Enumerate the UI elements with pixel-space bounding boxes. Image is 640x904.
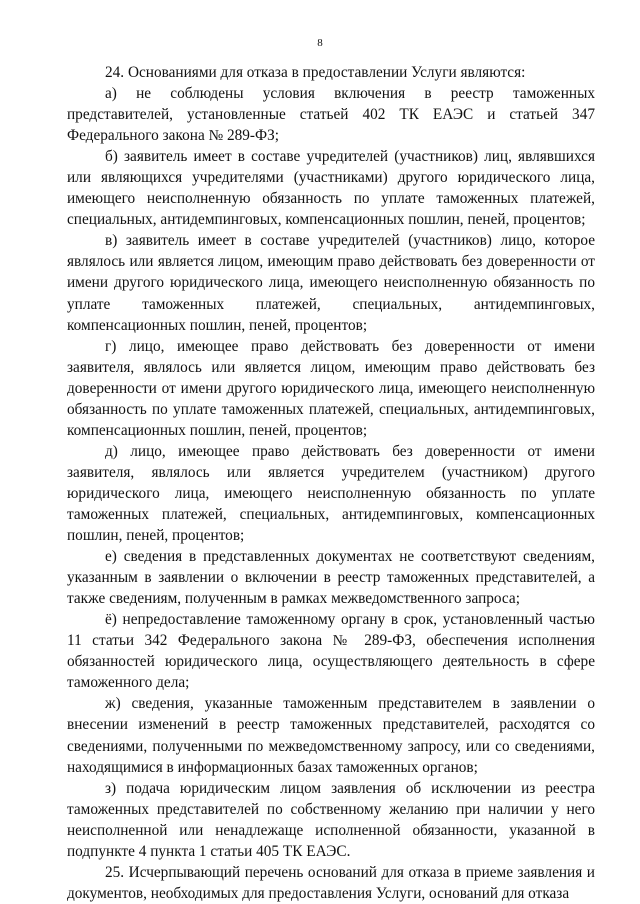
document-body	[67, 62, 595, 904]
list-item-e: е) сведения в представленных документах не соответствуют сведениям, указанным в заявлении о включении в реестр таможенных представителей, а также сведениям, полученным в рамках межведомственного запроса;	[67, 548, 595, 608]
list-item-yo: ё) непредоставление таможенному органу в срок, установленный частью 11 статьи 342 Федерального закона № 289-ФЗ, обеспечения исполнения обязанностей юридического лица, осуществляющего деятельность в сфере таможенного дела;	[67, 611, 595, 692]
list-item-zh: ж) сведения, указанные таможенным представителем в заявлении о внесении изменений в реестр таможенных представителей, расходятся со сведениями, полученными по межведомственному запросу, или со сведениями, находящимися в информационных базах таможенных органов;	[67, 695, 595, 776]
list-item-a: а) не соблюдены условия включения в реестр таможенных представителей, установленные статьей 402 ТК ЕАЭС и статьей 347 Федерального закона № 289-ФЗ;	[67, 85, 595, 145]
list-item-z: з) подача юридическим лицом заявления об исключении из реестра таможенных представителей по собственному желанию при наличии у него неисполненной или ненадлежаще исполненной обязанности, указанной в подпункте 4 пункта 1 статьи 405 ТК ЕАЭС.	[67, 779, 595, 860]
paragraph-24-heading: 24. Основаниями для отказа в предоставлении Услуги являются:	[105, 64, 526, 81]
list-item-v: в) заявитель имеет в составе учредителей (участников) лицо, которое являлось или является лицом, имеющим право действовать без доверенности от имени другого юридического лица, имеющего неисполненную обязанность по уплате таможенных платежей, специальных, антидемпинговых, компенсационных пошлин, пеней, процентов;	[67, 232, 595, 334]
paragraph-25: 25. Исчерпывающий перечень оснований для отказа в приеме заявления и документов, необходимых для предоставления Услуги, оснований для отказа	[67, 863, 595, 902]
page-number: 8	[317, 37, 323, 49]
list-item-b: б) заявитель имеет в составе учредителей (участников) лиц, являвшихся или являющихся учредителями (участниками) другого юридического лица, имеющего неисполненную обязанность по уплате таможенных платежей, специальных, антидемпинговых, компенсационных пошлин, пеней, процентов;	[67, 148, 595, 229]
list-item-d: д) лицо, имеющее право действовать без доверенности от имени заявителя, являлось или является учредителем (участником) другого юридического лица, имеющего неисполненную обязанность по уплате таможенных платежей, специальных, антидемпинговых, компенсационных пошлин, пеней, процентов;	[67, 442, 595, 545]
list-item-g: г) лицо, имеющее право действовать без доверенности от имени заявителя, являлось или является лицом, имеющим право действовать без доверенности от имени другого юридического лица, имеющего неисполненную обязанность по уплате таможенных платежей, специальных, антидемпинговых, компенсационных пошлин, пеней, процентов;	[67, 337, 595, 439]
